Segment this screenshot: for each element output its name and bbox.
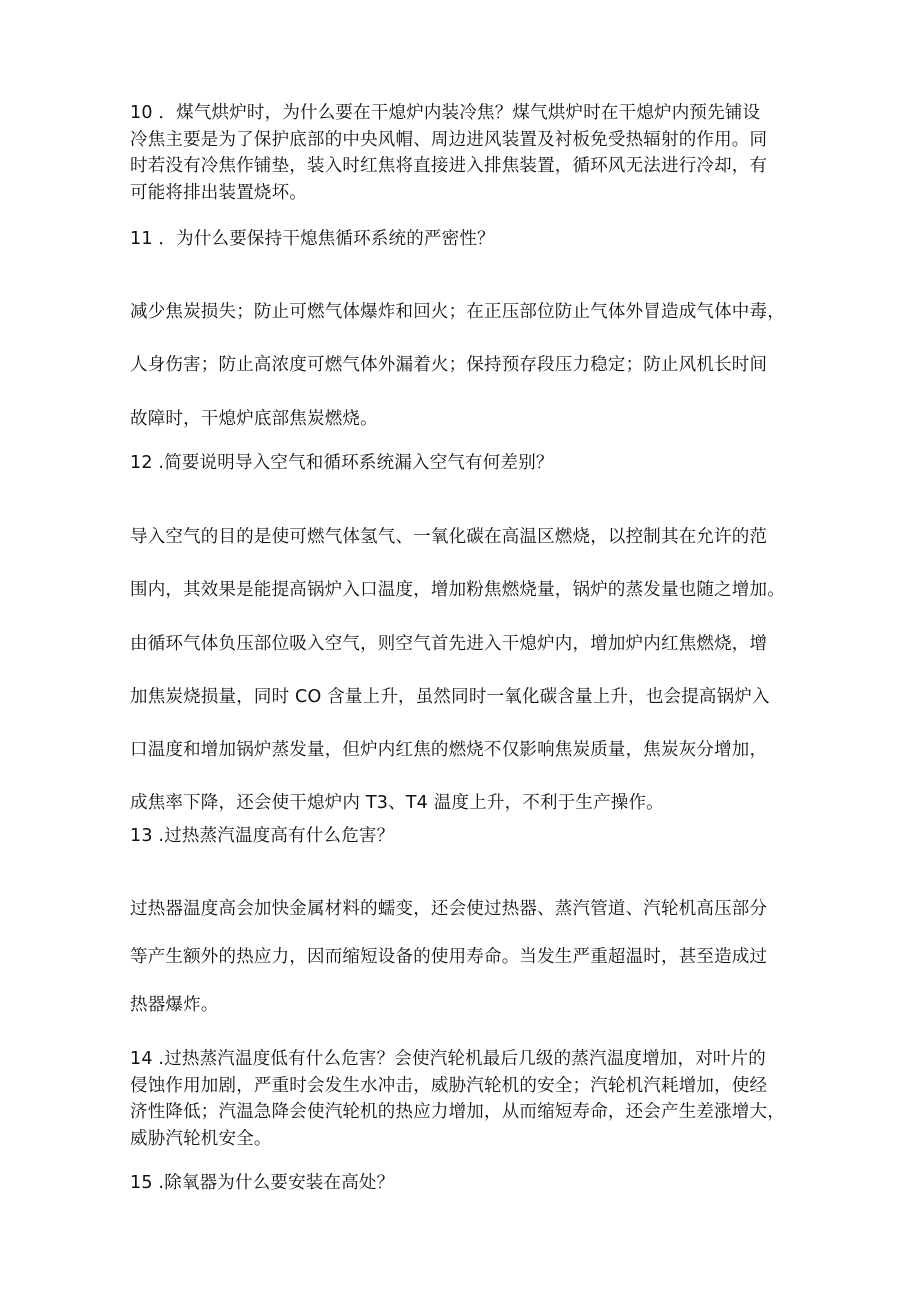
answer-13-paragraph [130, 885, 802, 1029]
question-14-paragraph [130, 1046, 802, 1153]
question-10-paragraph [130, 100, 802, 207]
question-15-heading [130, 1169, 802, 1197]
text-line: 济性降低；汽温急降会使汽轮机的热应力增加，从而缩短寿命，还会产生差涨增大， [130, 1102, 785, 1123]
text-line: 由循环气体负压部位吸入空气，则空气首先进入干熄炉内，增加炉内红焦燃烧，增 [130, 633, 768, 654]
text-line: 口温度和增加锅炉蒸发量，但炉内红焦的燃烧不仅影响焦炭质量，焦炭灰分增加， [130, 740, 768, 761]
text-line: 威胁汽轮机安全。 [130, 1129, 272, 1150]
text-line: 导入空气的目的是使可燃气体氢气、一氧化碳在高温区燃烧，以控制其在允许的范 [130, 527, 768, 547]
text-line: 侵蚀作用加剧，严重时会发生水冲击，威胁汽轮机的安全；汽轮机汽耗增加，使经 [130, 1075, 768, 1096]
question-13-heading [130, 822, 802, 850]
question-text: 12 .简要说明导入空气和循环系统漏入空气有何差别？ [130, 453, 554, 473]
text-line: 热器爆炸。 [130, 995, 219, 1015]
text-line: 故障时，干熄炉底部焦炭燃烧。 [130, 408, 378, 429]
text-line: 可能将排出装置烧坏。 [130, 183, 307, 204]
text-line: 围内，其效果是能提高锅炉入口温度，增加粉焦燃烧量，锅炉的蒸发量也随之增加。 [130, 580, 785, 601]
text-line: 加焦炭烧损量，同时 CO 含量上升，虽然同时一氧化碳含量上升，也会提高锅炉入 [130, 686, 770, 707]
answer-11-paragraph [130, 286, 802, 446]
text-line: 10 ．煤气烘炉时，为什么要在干熄炉内装冷焦？煤气烘炉时在干熄炉内预先铺设 [130, 103, 761, 123]
text-line: 等产生额外的热应力，因而缩短设备的使用寿命。当发生严重超温时，甚至造成过 [130, 947, 768, 967]
text-line: 减少焦炭损失；防止可燃气体爆炸和回火；在正压部位防止气体外冒造成气体中毒， [130, 302, 785, 322]
text-line: 过热器温度高会加快金属材料的蠕变，还会使过热器、蒸汽管道、汽轮机高压部分 [130, 899, 768, 919]
text-line: 时若没有冷焦作铺垫，装入时红焦将直接进入排焦装置，循环风无法进行冷却，有 [130, 156, 768, 177]
question-text: 13 .过热蒸汽温度高有什么危害？ [130, 826, 395, 846]
answer-12-paragraph [130, 511, 802, 831]
text-line: 成焦率下降，还会使干熄炉内 T3、T4 温度上升，不利于生产操作。 [130, 793, 664, 814]
question-12-heading [130, 449, 802, 477]
question-text: 15 .除氧器为什么要安装在高处？ [130, 1173, 395, 1193]
question-text: 11 ．为什么要保持干熄焦循环系统的严密性？ [130, 229, 495, 249]
text-line: 人身伤害；防止高浓度可燃气体外漏着火；保持预存段压力稳定；防止风机长时间 [130, 355, 768, 376]
question-11-heading [130, 225, 802, 253]
text-line: 14 .过热蒸汽温度低有什么危害？会使汽轮机最后几级的蒸汽温度增加，对叶片的 [130, 1049, 766, 1069]
text-line: 冷焦主要是为了保护底部的中央风帽、周边进风装置及衬板免受热辐射的作用。同 [130, 129, 768, 150]
